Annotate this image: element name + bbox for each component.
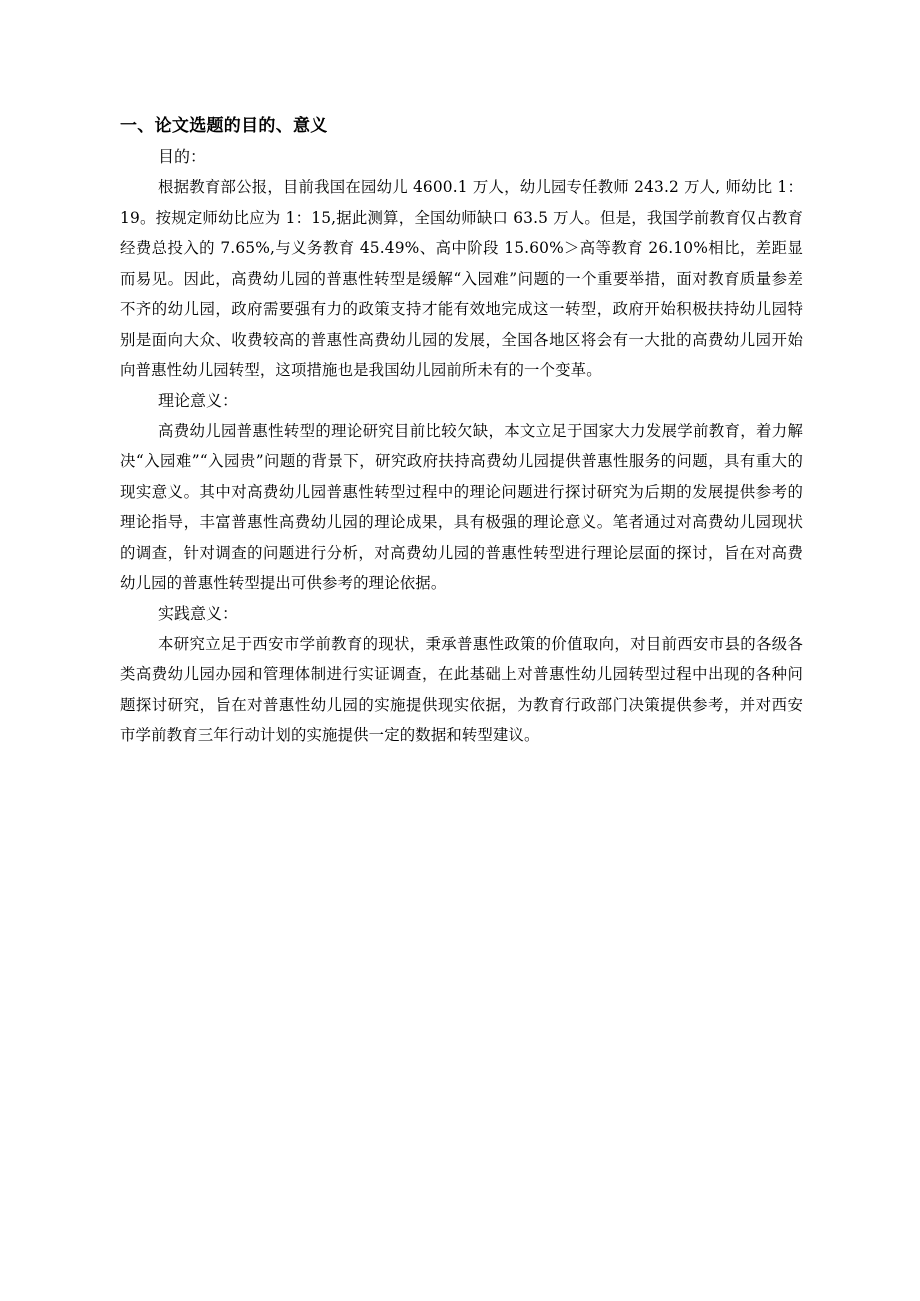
theory-label: 理论意义： xyxy=(158,390,239,410)
practice-label: 实践意义： xyxy=(158,603,239,623)
practice-paragraph: 本研究立足于西安市学前教育的现状，秉承普惠性政策的价值取向，对目前西安市县的各级各类高费幼儿园办园和管理体制进行实证调查，在此基础上对普惠性幼儿园转型过程中出现的各种问题探讨研究，旨在对普惠性幼儿园的实施提供现实依据，为教育行政部门决策提供参考，并对西安市学前教育三年行动计划的实施提供一定的数据和转型建议。 xyxy=(120,634,803,744)
theory-paragraph: 高费幼儿园普惠性转型的理论研究目前比较欠缺，本文立足于国家大力发展学前教育，着力解决“入园难”“入园贵”问题的背景下，研究政府扶持高费幼儿园提供普惠性服务的问题，具有重大的现实意义。其中对高费幼儿园普惠性转型过程中的理论问题进行探讨研究为后期的发展提供参考的理论指导，丰富普惠性高费幼儿园的理论成果，具有极强的理论意义。笔者通过对高费幼儿园现状的调查，针对调查的问题进行分析，对高费幼儿园的普惠性转型进行理论层面的探讨，旨在对高费幼儿园的普惠性转型提出可供参考的理论依据。 xyxy=(120,421,803,592)
purpose-paragraph: 根据教育部公报，目前我国在园幼儿 4600.1 万人，幼儿园专任教师 243.2 万人, 师幼比 1：19。按规定师幼比应为 1：15,据此测算，全国幼师缺口 63.5 万人。但是，我国学前教育仅占教育经费总投入的 7.65%,与义务教育 45.49%、高中阶段 15.60%＞高等教育 26.10%相比，差距显而易见。因此，高费幼儿园的普惠性转型是缓解“入园难”问题的一个重要举措，面对教育质量参差不齐的幼儿园，政府需要强有力的政策支持才能有效地完成这一转型，政府开始积极扶持幼儿园特别是面向大众、收费较高的普惠性高费幼儿园的发展，全国各地区将会有一大批的高费幼儿园开始向普惠性幼儿园转型，这项措施也是我国幼儿园前所未有的一个变革。 xyxy=(120,178,803,379)
document-body xyxy=(120,112,803,751)
purpose-label: 目的： xyxy=(158,147,207,166)
section-heading: 一、论文选题的目的、意义 xyxy=(120,116,328,136)
